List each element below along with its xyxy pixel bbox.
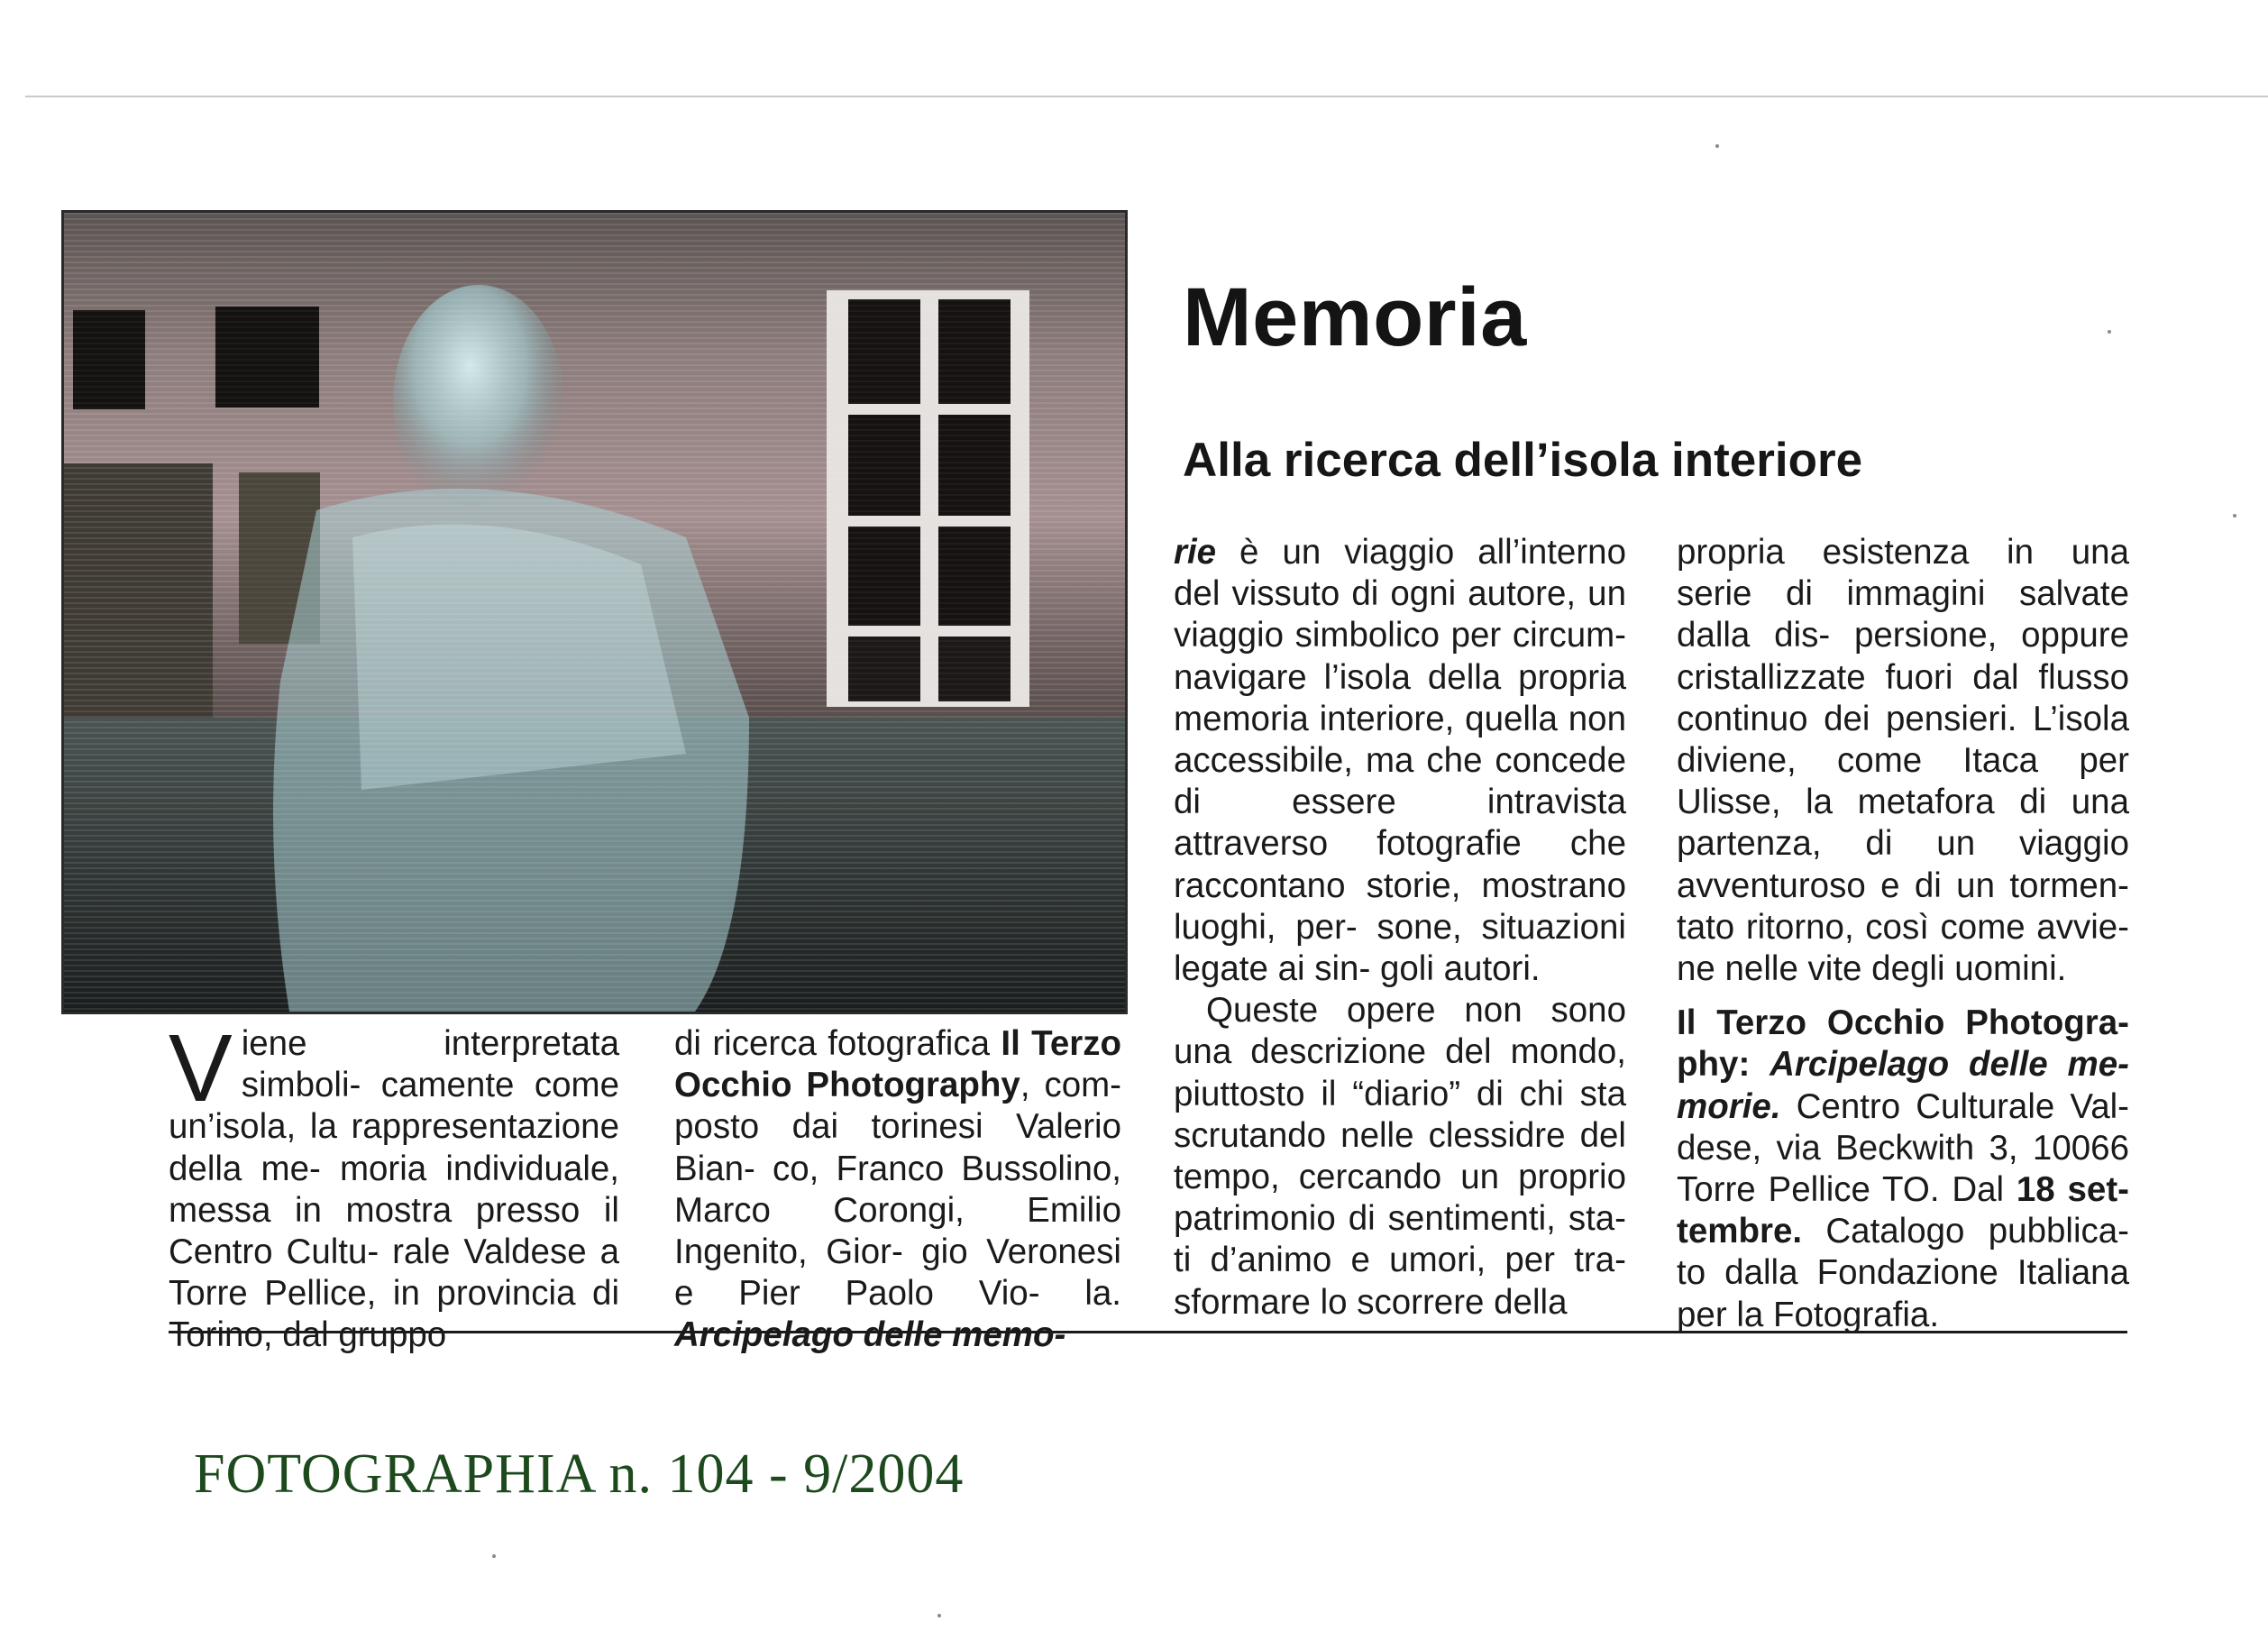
article-column-3 [1174, 532, 1626, 1324]
exhibition-title: Arcipelago delle memo- [674, 1315, 1066, 1355]
column-3-paragraph-2: Queste opere non sono una descrizione del mondo, piuttosto il “diario” di chi sta scrutando nelle clessidre del tempo, cercando un proprio patrimonio di sentimenti, sta- ti d’animo e umori, per tra- sformare lo scorrere della [1174, 991, 1626, 1322]
exhibition-info [1677, 1003, 2129, 1336]
article-column-1 [169, 1015, 619, 1357]
source-credit: FOTOGRAPHIA n. 104 - 9/2004 [194, 1443, 965, 1505]
info-date: 18 set- tembre. [1677, 1170, 2129, 1251]
article-column-4 [1677, 532, 2129, 1336]
bottom-rule [169, 1331, 2127, 1333]
subheadline: Alla ricerca dell’isola interiore [1183, 434, 1863, 487]
group-name: Il Terzo Occhio Photography [674, 1024, 1121, 1105]
info-catalog: Catalogo pubblica- to dalla Fondazione Italiana per la Fotografia. [1677, 1212, 2129, 1334]
drop-cap: V [169, 1015, 233, 1122]
authors-text: , com- posto dai torinesi Valerio Bian- co, Franco Bussolino, Marco Corongi, Emilio Ingenito, Gior- gio Veronesi e Pier Paolo Vio- la. [674, 1066, 1121, 1314]
column-3-paragraph-1: è un viaggio all’interno del vissuto di ogni autore, un viaggio simbolico per circum- navigare l’isola della propria memoria interiore, quella non accessibile, ma che concede di essere intravista attraverso fotografie che raccontano storie, mostrano luoghi, per- sone, situazioni legate ai sin- goli autori. [1174, 533, 1626, 989]
column-4-paragraph-1: propria esistenza in una serie di immagini salvate dalla dis- persione, oppure cristallizzate fuori dal flusso continuo dei pensieri. L’isola diviene, come Itaca per Ulisse, la metafora di una partenza, di un viaggio avventuroso e di un tormen- tato ritorno, così come avvie- ne nelle vite degli uomini. [1677, 533, 2129, 989]
column-1-text: iene interpretata simboli- camente come un’isola, la rappresentazione della me- moria individuale, messa in mostra presso il Centro Cultu- rale Valdese a Torre Pellice, in provincia di Torino, dal gruppo [169, 1024, 619, 1355]
scan-speck [2108, 330, 2111, 334]
info-venue: Centro Culturale Val- dese, via Beckwith 3, 10066 Torre Pellice TO. Dal [1677, 1086, 2129, 1210]
headline: Memoria [1183, 271, 1527, 363]
scan-speck [1715, 144, 1719, 148]
photo-image [64, 213, 1125, 1012]
article-photo [61, 210, 1128, 1014]
scan-top-edge [25, 96, 2268, 97]
info-group: Il Terzo Occhio Photogra- phy: [1677, 1003, 2129, 1085]
info-title: Arcipelago delle me- morie. [1677, 1045, 2129, 1126]
scan-speck [492, 1554, 496, 1558]
scan-speck [2233, 514, 2236, 518]
scan-speck [937, 1614, 941, 1617]
column-2-lead: di ricerca fotografica [674, 1024, 1001, 1063]
article-column-2 [674, 1023, 1121, 1357]
exhibition-title-end: rie [1174, 533, 1217, 572]
